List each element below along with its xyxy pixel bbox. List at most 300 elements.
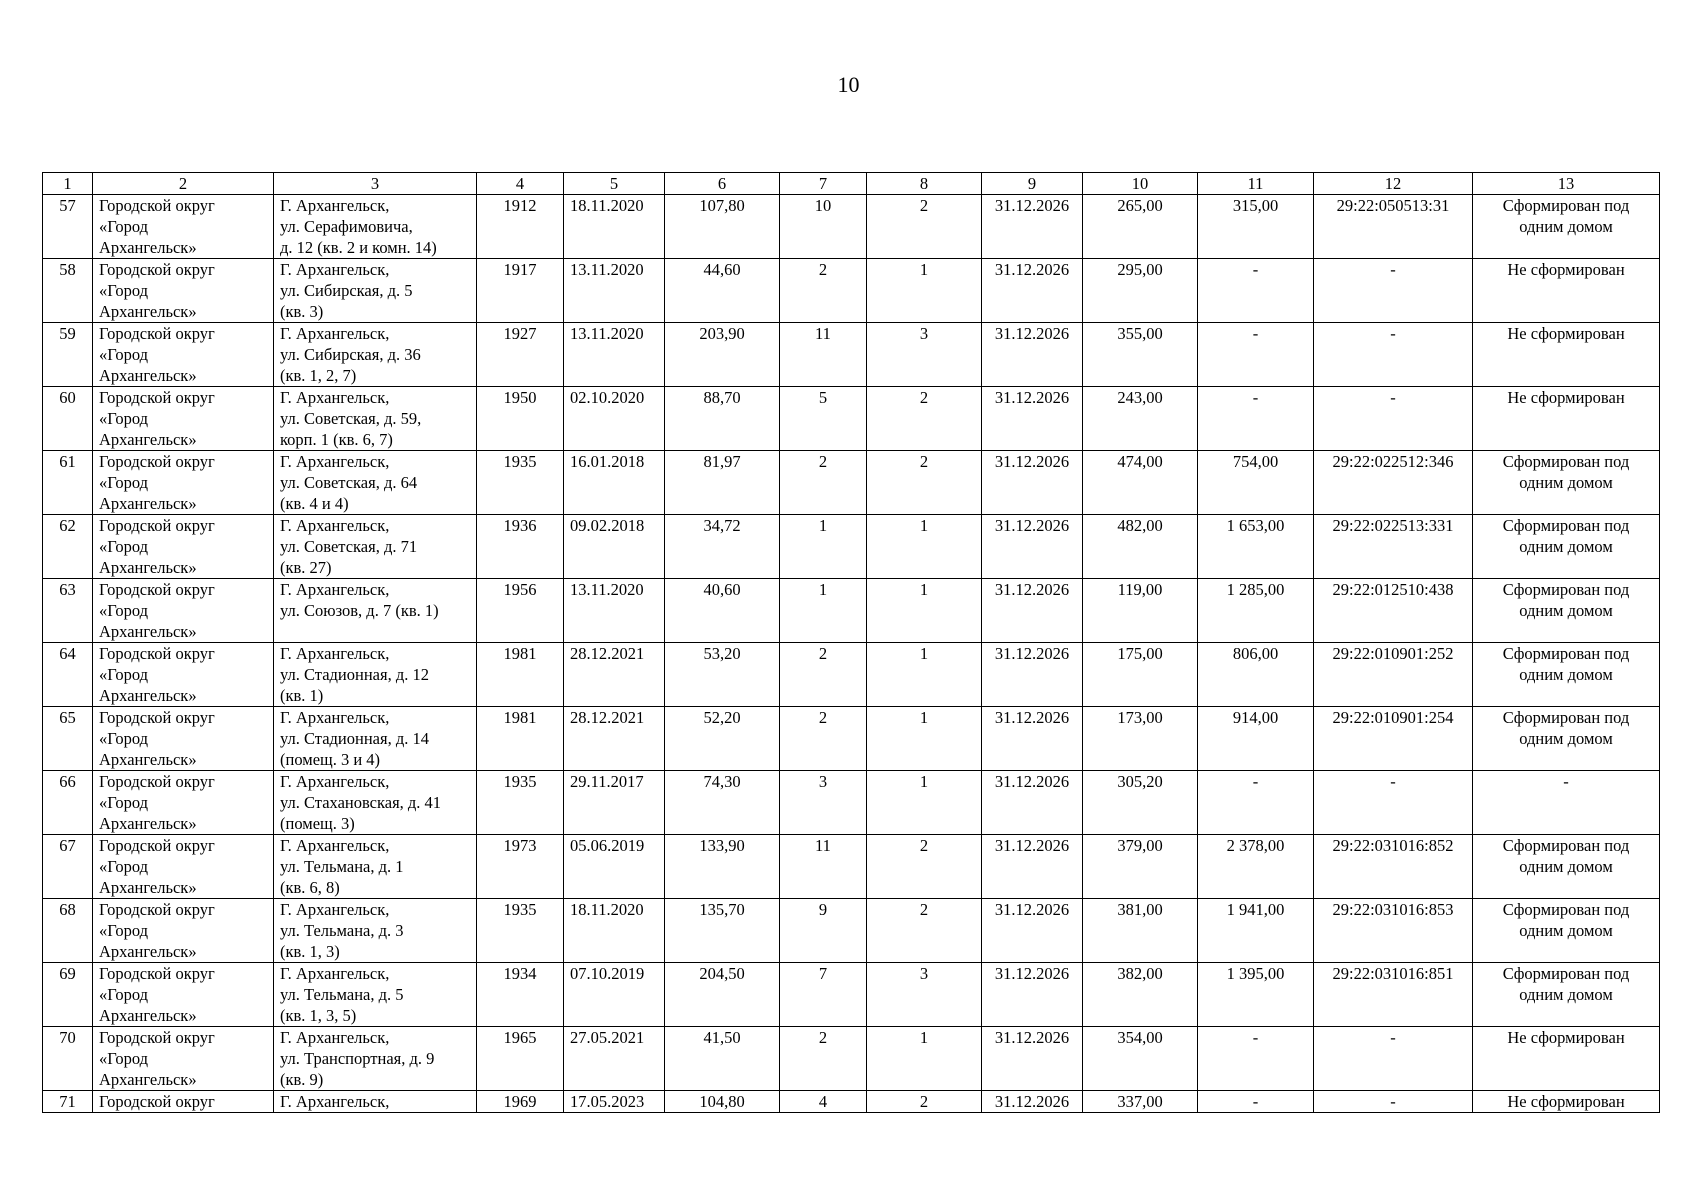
area-cell: 135,70 <box>665 899 780 963</box>
row-number-cell: 57 <box>43 195 93 259</box>
date-cell: 27.05.2021 <box>564 1027 665 1091</box>
status-cell-line: одним домом <box>1519 217 1613 236</box>
status-cell-line: - <box>1563 772 1569 791</box>
area-cell: 40,60 <box>665 579 780 643</box>
status-cell <box>1473 771 1660 835</box>
table-row <box>43 451 1660 515</box>
status-cell <box>1473 1091 1660 1113</box>
table-row <box>43 259 1660 323</box>
address-cell-line: ул. Тельмана, д. 5 <box>280 985 404 1004</box>
owner-cell-line: Городской округ <box>99 452 215 471</box>
owner-cell-line: Архангельск» <box>99 302 197 321</box>
year-cell: 1935 <box>477 451 564 515</box>
year-cell: 1981 <box>477 643 564 707</box>
owner-cell-line: Архангельск» <box>99 1070 197 1089</box>
address-cell-line: (кв. 1, 2, 7) <box>280 366 357 385</box>
row-number-cell: 64 <box>43 643 93 707</box>
owner-cell <box>93 643 274 707</box>
column-10-cell: 337,00 <box>1083 1091 1198 1113</box>
owner-cell-line: «Город <box>99 857 149 876</box>
area-cell: 204,50 <box>665 963 780 1027</box>
cadastral-number-cell: 29:22:031016:853 <box>1314 899 1473 963</box>
owner-cell-line: Архангельск» <box>99 558 197 577</box>
address-cell-line: ул. Тельмана, д. 1 <box>280 857 404 876</box>
cadastral-number-cell: 29:22:022512:346 <box>1314 451 1473 515</box>
year-cell: 1935 <box>477 771 564 835</box>
date-cell: 17.05.2023 <box>564 1091 665 1113</box>
status-cell-line: Не сформирован <box>1507 1028 1625 1047</box>
column-7-cell: 3 <box>780 771 867 835</box>
column-10-cell: 243,00 <box>1083 387 1198 451</box>
status-cell-line: одним домом <box>1519 921 1613 940</box>
column-11-cell: 1 653,00 <box>1198 515 1314 579</box>
status-cell <box>1473 259 1660 323</box>
address-cell-line: Г. Архангельск, <box>280 324 390 343</box>
owner-cell-line: Городской округ <box>99 196 215 215</box>
column-11-cell: - <box>1198 259 1314 323</box>
column-header: 4 <box>477 173 564 195</box>
column-8-cell: 2 <box>867 1091 982 1113</box>
owner-cell-line: Архангельск» <box>99 238 197 257</box>
status-cell-line: Сформирован под <box>1502 644 1630 663</box>
address-cell-line: (кв. 6, 8) <box>280 878 340 897</box>
column-11-cell: 1 395,00 <box>1198 963 1314 1027</box>
area-cell: 53,20 <box>665 643 780 707</box>
table-row <box>43 387 1660 451</box>
column-header: 7 <box>780 173 867 195</box>
column-header: 5 <box>564 173 665 195</box>
deadline-cell: 31.12.2026 <box>982 451 1083 515</box>
cadastral-number-cell: - <box>1314 1027 1473 1091</box>
owner-cell <box>93 707 274 771</box>
year-cell: 1936 <box>477 515 564 579</box>
status-cell-line: Не сформирован <box>1507 260 1625 279</box>
owner-cell-line: «Город <box>99 217 149 236</box>
owner-cell-line: Архангельск» <box>99 1006 197 1025</box>
date-cell: 16.01.2018 <box>564 451 665 515</box>
address-cell-line: (кв. 1, 3) <box>280 942 340 961</box>
column-8-cell: 1 <box>867 259 982 323</box>
address-cell-line: Г. Архангельск, <box>280 644 390 663</box>
area-cell: 133,90 <box>665 835 780 899</box>
column-10-cell: 482,00 <box>1083 515 1198 579</box>
address-cell <box>274 1027 477 1091</box>
status-cell-line: Сформирован под <box>1502 836 1630 855</box>
owner-cell <box>93 451 274 515</box>
column-8-cell: 1 <box>867 515 982 579</box>
row-number-cell: 62 <box>43 515 93 579</box>
owner-cell-line: «Город <box>99 793 149 812</box>
address-cell <box>274 707 477 771</box>
address-cell-line: Г. Архангельск, <box>280 772 390 791</box>
status-cell-line: одним домом <box>1519 601 1613 620</box>
column-8-cell: 1 <box>867 771 982 835</box>
column-7-cell: 2 <box>780 1027 867 1091</box>
column-8-cell: 3 <box>867 323 982 387</box>
column-11-cell: - <box>1198 1027 1314 1091</box>
deadline-cell: 31.12.2026 <box>982 579 1083 643</box>
owner-cell <box>93 1027 274 1091</box>
owner-cell-line: Городской округ <box>99 836 215 855</box>
owner-cell <box>93 1091 274 1113</box>
status-cell <box>1473 835 1660 899</box>
table-row <box>43 323 1660 387</box>
column-header: 8 <box>867 173 982 195</box>
deadline-cell: 31.12.2026 <box>982 1091 1083 1113</box>
column-7-cell: 1 <box>780 515 867 579</box>
area-cell: 81,97 <box>665 451 780 515</box>
column-11-cell: 754,00 <box>1198 451 1314 515</box>
row-number-cell: 71 <box>43 1091 93 1113</box>
year-cell: 1965 <box>477 1027 564 1091</box>
address-cell-line: Г. Архангельск, <box>280 900 390 919</box>
address-cell <box>274 195 477 259</box>
row-number-cell: 63 <box>43 579 93 643</box>
owner-cell-line: «Город <box>99 281 149 300</box>
table-row <box>43 1027 1660 1091</box>
address-cell-line: (кв. 1) <box>280 686 324 705</box>
column-10-cell: 295,00 <box>1083 259 1198 323</box>
status-cell <box>1473 515 1660 579</box>
column-8-cell: 2 <box>867 195 982 259</box>
table-row <box>43 899 1660 963</box>
area-cell: 44,60 <box>665 259 780 323</box>
address-cell-line: Г. Архангельск, <box>280 580 390 599</box>
address-cell <box>274 515 477 579</box>
cadastral-number-cell: - <box>1314 259 1473 323</box>
date-cell: 28.12.2021 <box>564 707 665 771</box>
address-cell-line: ул. Союзов, д. 7 (кв. 1) <box>280 601 439 620</box>
page-number: 10 <box>837 72 860 97</box>
column-10-cell: 382,00 <box>1083 963 1198 1027</box>
table-row <box>43 515 1660 579</box>
column-8-cell: 1 <box>867 643 982 707</box>
address-cell-line: Г. Архангельск, <box>280 1028 390 1047</box>
row-number-cell: 60 <box>43 387 93 451</box>
column-7-cell: 7 <box>780 963 867 1027</box>
address-cell-line: Г. Архангельск, <box>280 196 390 215</box>
row-number-cell: 65 <box>43 707 93 771</box>
address-cell-line: (помещ. 3 и 4) <box>280 750 381 769</box>
column-7-cell: 11 <box>780 835 867 899</box>
date-cell: 02.10.2020 <box>564 387 665 451</box>
area-cell: 104,80 <box>665 1091 780 1113</box>
owner-cell-line: «Город <box>99 473 149 492</box>
address-cell <box>274 323 477 387</box>
status-cell <box>1473 963 1660 1027</box>
housing-registry-table <box>42 172 1660 1113</box>
owner-cell-line: Городской округ <box>99 964 215 983</box>
owner-cell-line: Городской округ <box>99 324 215 343</box>
address-cell-line: (кв. 3) <box>280 302 324 321</box>
deadline-cell: 31.12.2026 <box>982 835 1083 899</box>
column-11-cell: - <box>1198 1091 1314 1113</box>
status-cell-line: Сформирован под <box>1502 452 1630 471</box>
table-row <box>43 771 1660 835</box>
table-row <box>43 963 1660 1027</box>
owner-cell-line: Городской округ <box>99 708 215 727</box>
address-cell-line: ул. Советская, д. 59, <box>280 409 422 428</box>
column-11-cell: 2 378,00 <box>1198 835 1314 899</box>
cadastral-number-cell: 29:22:022513:331 <box>1314 515 1473 579</box>
column-10-cell: 265,00 <box>1083 195 1198 259</box>
deadline-cell: 31.12.2026 <box>982 195 1083 259</box>
owner-cell-line: «Город <box>99 409 149 428</box>
date-cell: 09.02.2018 <box>564 515 665 579</box>
column-10-cell: 379,00 <box>1083 835 1198 899</box>
address-cell-line: ул. Стахановская, д. 41 <box>280 793 442 812</box>
address-cell <box>274 771 477 835</box>
column-11-cell: 1 285,00 <box>1198 579 1314 643</box>
address-cell-line: Г. Архангельск, <box>280 260 390 279</box>
row-number-cell: 58 <box>43 259 93 323</box>
address-cell <box>274 259 477 323</box>
table-body <box>43 195 1660 1113</box>
table-row <box>43 195 1660 259</box>
column-8-cell: 2 <box>867 899 982 963</box>
owner-cell-line: «Город <box>99 921 149 940</box>
status-cell-line: одним домом <box>1519 473 1613 492</box>
address-cell <box>274 579 477 643</box>
column-11-cell: 806,00 <box>1198 643 1314 707</box>
address-cell-line: ул. Сибирская, д. 5 <box>280 281 413 300</box>
address-cell-line: (кв. 9) <box>280 1070 324 1089</box>
row-number-cell: 69 <box>43 963 93 1027</box>
year-cell: 1927 <box>477 323 564 387</box>
deadline-cell: 31.12.2026 <box>982 771 1083 835</box>
deadline-cell: 31.12.2026 <box>982 323 1083 387</box>
date-cell: 13.11.2020 <box>564 259 665 323</box>
owner-cell-line: Городской округ <box>99 580 215 599</box>
owner-cell-line: Архангельск» <box>99 622 197 641</box>
address-cell-line: Г. Архангельск, <box>280 964 390 983</box>
status-cell <box>1473 1027 1660 1091</box>
address-cell <box>274 451 477 515</box>
owner-cell <box>93 323 274 387</box>
status-cell-line: Сформирован под <box>1502 516 1630 535</box>
column-10-cell: 354,00 <box>1083 1027 1198 1091</box>
address-cell-line: ул. Стадионная, д. 14 <box>280 729 429 748</box>
status-cell <box>1473 579 1660 643</box>
status-cell-line: одним домом <box>1519 857 1613 876</box>
column-8-cell: 2 <box>867 451 982 515</box>
owner-cell-line: «Город <box>99 665 149 684</box>
column-7-cell: 2 <box>780 643 867 707</box>
cadastral-number-cell: - <box>1314 771 1473 835</box>
column-header: 9 <box>982 173 1083 195</box>
area-cell: 74,30 <box>665 771 780 835</box>
owner-cell-line: Городской округ <box>99 516 215 535</box>
status-cell <box>1473 899 1660 963</box>
address-cell-line: ул. Сибирская, д. 36 <box>280 345 421 364</box>
status-cell-line: одним домом <box>1519 985 1613 1004</box>
owner-cell-line: «Город <box>99 537 149 556</box>
column-header: 11 <box>1198 173 1314 195</box>
owner-cell-line: Архангельск» <box>99 366 197 385</box>
address-cell-line: Г. Архангельск, <box>280 836 390 855</box>
year-cell: 1950 <box>477 387 564 451</box>
address-cell-line: (кв. 1, 3, 5) <box>280 1006 357 1025</box>
owner-cell-line: Городской округ <box>99 772 215 791</box>
status-cell-line: Сформирован под <box>1502 708 1630 727</box>
date-cell: 29.11.2017 <box>564 771 665 835</box>
owner-cell-line: Архангельск» <box>99 686 197 705</box>
year-cell: 1956 <box>477 579 564 643</box>
status-cell-line: одним домом <box>1519 729 1613 748</box>
column-8-cell: 1 <box>867 579 982 643</box>
address-cell-line: Г. Архангельск, <box>280 708 390 727</box>
address-cell-line: Г. Архангельск, <box>280 516 390 535</box>
row-number-cell: 68 <box>43 899 93 963</box>
row-number-cell: 66 <box>43 771 93 835</box>
table-row <box>43 835 1660 899</box>
status-cell-line: одним домом <box>1519 665 1613 684</box>
column-7-cell: 5 <box>780 387 867 451</box>
deadline-cell: 31.12.2026 <box>982 1027 1083 1091</box>
column-10-cell: 175,00 <box>1083 643 1198 707</box>
column-header: 2 <box>93 173 274 195</box>
column-7-cell: 9 <box>780 899 867 963</box>
address-cell-line: ул. Серафимовича, <box>280 217 413 236</box>
deadline-cell: 31.12.2026 <box>982 707 1083 771</box>
date-cell: 18.11.2020 <box>564 195 665 259</box>
owner-cell <box>93 835 274 899</box>
status-cell <box>1473 195 1660 259</box>
year-cell: 1981 <box>477 707 564 771</box>
address-cell-line: корп. 1 (кв. 6, 7) <box>280 430 393 449</box>
column-11-cell: 914,00 <box>1198 707 1314 771</box>
cadastral-number-cell: - <box>1314 387 1473 451</box>
column-7-cell: 1 <box>780 579 867 643</box>
column-10-cell: 305,20 <box>1083 771 1198 835</box>
status-cell-line: Сформирован под <box>1502 900 1630 919</box>
column-11-cell: - <box>1198 771 1314 835</box>
column-header: 6 <box>665 173 780 195</box>
owner-cell <box>93 579 274 643</box>
column-8-cell: 1 <box>867 707 982 771</box>
owner-cell-line: Архангельск» <box>99 878 197 897</box>
date-cell: 07.10.2019 <box>564 963 665 1027</box>
deadline-cell: 31.12.2026 <box>982 387 1083 451</box>
area-cell: 203,90 <box>665 323 780 387</box>
owner-cell-line: Архангельск» <box>99 750 197 769</box>
column-7-cell: 2 <box>780 451 867 515</box>
address-cell-line: ул. Тельмана, д. 3 <box>280 921 404 940</box>
column-header: 12 <box>1314 173 1473 195</box>
column-11-cell: 1 941,00 <box>1198 899 1314 963</box>
owner-cell-line: Городской округ <box>99 644 215 663</box>
column-7-cell: 10 <box>780 195 867 259</box>
status-cell <box>1473 451 1660 515</box>
deadline-cell: 31.12.2026 <box>982 899 1083 963</box>
column-8-cell: 2 <box>867 387 982 451</box>
owner-cell-line: Архангельск» <box>99 430 197 449</box>
address-cell-line: (кв. 27) <box>280 558 332 577</box>
owner-cell-line: Архангельск» <box>99 942 197 961</box>
column-10-cell: 474,00 <box>1083 451 1198 515</box>
cadastral-number-cell: 29:22:012510:438 <box>1314 579 1473 643</box>
address-cell-line: Г. Архангельск, <box>280 388 390 407</box>
column-10-cell: 173,00 <box>1083 707 1198 771</box>
owner-cell-line: Городской округ <box>99 1092 215 1111</box>
owner-cell <box>93 195 274 259</box>
status-cell-line: Не сформирован <box>1507 1092 1625 1111</box>
address-cell <box>274 387 477 451</box>
status-cell-line: Не сформирован <box>1507 388 1625 407</box>
status-cell-line: Не сформирован <box>1507 324 1625 343</box>
cadastral-number-cell: 29:22:010901:252 <box>1314 643 1473 707</box>
owner-cell-line: Городской округ <box>99 900 215 919</box>
area-cell: 88,70 <box>665 387 780 451</box>
column-11-cell: 315,00 <box>1198 195 1314 259</box>
cadastral-number-cell: 29:22:031016:852 <box>1314 835 1473 899</box>
area-cell: 107,80 <box>665 195 780 259</box>
column-7-cell: 2 <box>780 259 867 323</box>
status-cell <box>1473 707 1660 771</box>
column-header: 13 <box>1473 173 1660 195</box>
deadline-cell: 31.12.2026 <box>982 259 1083 323</box>
address-cell-line: ул. Стадионная, д. 12 <box>280 665 429 684</box>
owner-cell-line: Архангельск» <box>99 494 197 513</box>
cadastral-number-cell: 29:22:010901:254 <box>1314 707 1473 771</box>
column-11-cell: - <box>1198 387 1314 451</box>
year-cell: 1973 <box>477 835 564 899</box>
deadline-cell: 31.12.2026 <box>982 643 1083 707</box>
owner-cell-line: Архангельск» <box>99 814 197 833</box>
address-cell <box>274 835 477 899</box>
owner-cell <box>93 771 274 835</box>
date-cell: 05.06.2019 <box>564 835 665 899</box>
year-cell: 1912 <box>477 195 564 259</box>
date-cell: 13.11.2020 <box>564 323 665 387</box>
owner-cell-line: «Город <box>99 1049 149 1068</box>
owner-cell <box>93 259 274 323</box>
address-cell-line: ул. Транспортная, д. 9 <box>280 1049 435 1068</box>
status-cell <box>1473 387 1660 451</box>
column-10-cell: 355,00 <box>1083 323 1198 387</box>
date-cell: 13.11.2020 <box>564 579 665 643</box>
column-number-row <box>43 173 1660 195</box>
year-cell: 1935 <box>477 899 564 963</box>
column-7-cell: 2 <box>780 707 867 771</box>
owner-cell <box>93 515 274 579</box>
table-row <box>43 643 1660 707</box>
table-row <box>43 707 1660 771</box>
deadline-cell: 31.12.2026 <box>982 963 1083 1027</box>
area-cell: 34,72 <box>665 515 780 579</box>
address-cell-line: ул. Советская, д. 71 <box>280 537 418 556</box>
address-cell <box>274 1091 477 1113</box>
address-cell <box>274 963 477 1027</box>
status-cell-line: Сформирован под <box>1502 196 1630 215</box>
row-number-cell: 61 <box>43 451 93 515</box>
owner-cell-line: «Город <box>99 345 149 364</box>
column-header: 1 <box>43 173 93 195</box>
column-header: 3 <box>274 173 477 195</box>
owner-cell <box>93 963 274 1027</box>
address-cell-line: Г. Архангельск, <box>280 452 390 471</box>
column-8-cell: 2 <box>867 835 982 899</box>
status-cell <box>1473 643 1660 707</box>
column-10-cell: 381,00 <box>1083 899 1198 963</box>
table-row <box>43 1091 1660 1113</box>
address-cell <box>274 643 477 707</box>
row-number-cell: 70 <box>43 1027 93 1091</box>
owner-cell-line: «Город <box>99 729 149 748</box>
row-number-cell: 67 <box>43 835 93 899</box>
owner-cell-line: «Город <box>99 601 149 620</box>
cadastral-number-cell: - <box>1314 323 1473 387</box>
